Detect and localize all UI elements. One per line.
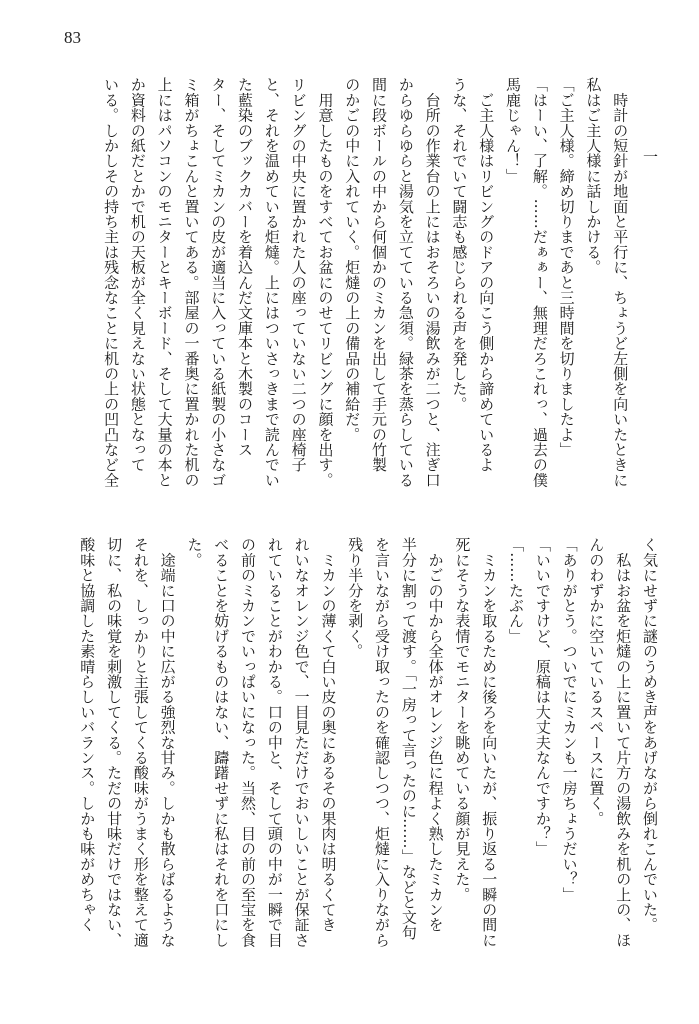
text-line: べることを妨げるものはない、躊躇せずに私はそれを口にし [212,537,231,948]
page-number: 83 [64,28,81,47]
text-line: ター、そしてミカンの皮が適当に入っている紙製の小さなゴ [209,77,228,488]
text-line: を言いながら受け取ったのを確認しつつ、炬燵に入りながら [373,537,392,948]
text-line: かごの中から全体がオレンジ色に程よく熟したミカンを [426,537,445,933]
text-line: た藍染のブックカバーを着込んだ文庫本と木製のコース [236,77,255,457]
text-line: ご主人様はリビングのドアの向こう側から諦めているよ [477,77,496,473]
text-line: 半分に割って渡す。「一房って言ったのに……」などと文句 [399,537,418,940]
text-line: うな、それでいて闘志も感じられる声を発した。 [450,77,469,412]
text-line: 台所の作業台の上にはおそろいの湯飲みが二つと、注ぎ口 [423,77,442,488]
text-line: と、それを温めている炬燵。上にはついさっきまで読んでい [262,77,281,488]
text-line: 切に、私の味覚を刺激してくる。ただの甘味だけではない、 [105,537,124,948]
text-line: からゆらゆらと湯気を立てている急須。緑茶を蒸らしている [396,77,415,488]
text-block-lower [73,537,663,967]
text-line: 酸味と協調した素晴らしいバランス。しかも味がめちゃく [78,537,97,933]
text-line: 間に段ボールの中から何個かのミカンを出して手元の竹製 [370,77,389,473]
text-line: 「ご主人様。締め切りまであと三時間を切りましたよ」 [557,77,576,457]
text-line: 用意したものをすべてお盆にのせてリビングに顔を出す。 [316,77,335,488]
text-line: 時計の短針が地面と平行に、ちょうど左側を向いたときに [611,77,630,488]
text-block-upper [97,77,663,507]
text-line: た。 [185,537,204,568]
text-line: 「……たぶん」 [507,537,526,644]
text-line: ミカンを取るために後ろを向いたが、振り返る一瞬の間に [480,537,499,948]
text-line: リビングの中央に置かれた人の座っていない二つの座椅子 [289,77,308,473]
text-line: んのわずかに空いているスペースに置く。 [587,537,606,826]
text-line: のかごの中に入れていく。炬燵の上の備品の補給だ。 [343,77,362,442]
text-line: 私はお盆を炬燵の上に置いて片方の湯飲みを机の上の、ほ [614,537,633,948]
text-line: 「いいですけど、原稿は大丈夫なんですか？」 [533,537,552,857]
text-line: 私はご主人様に話しかける。 [584,77,603,275]
text-line: れいなオレンジ色で、一目見ただけでおいしいことが保証さ [292,537,311,948]
heading-spacer [633,77,636,507]
text-line: 残り半分を剥く。 [346,537,365,659]
text-line: れていることがわかる。口の中と、そして頭の中が一瞬で目 [265,537,284,948]
text-line: 馬鹿じゃん！」 [504,77,523,184]
text-line: それを、しっかりと主張してくる酸味がうまく形を整えて適 [131,537,150,948]
text-line: か資料の紙だとかで机の天板が全く見えない状態となって [128,77,147,473]
text-line: 上にはパソコンのモニターとキーボード、そして大量の本と [155,77,174,488]
text-line: の前のミカンでいっぱいになった。当然、目の前の至宝を食 [239,537,258,948]
text-line: 死にそうな表情でモニターを眺めている顔が見えた。 [453,537,472,902]
text-line: く気にせずに謎のうめき声をあげながら倒れこんでいた。 [641,537,659,933]
text-line: ミカンの薄くて白い皮の奥にあるその果肉は明るくてき [319,537,338,933]
text-line: 「はーい、了解。……だぁぁー、無理だろこれっ、過去の僕 [530,77,549,488]
text-line: 「ありがとう。ついでにミカンも一房ちょうだい？」 [560,537,579,902]
text-line: 途端に口の中に広がる強烈な甘み。しかも散らばるような [158,537,177,948]
text-line: いる。しかしその持ち主は残念なことに机の上の凹凸など全 [102,77,121,488]
chapter-heading: 一 [641,149,659,165]
text-line: ミ箱がちょこんと置いてある。部屋の一番奥に置かれた机の [182,77,201,488]
